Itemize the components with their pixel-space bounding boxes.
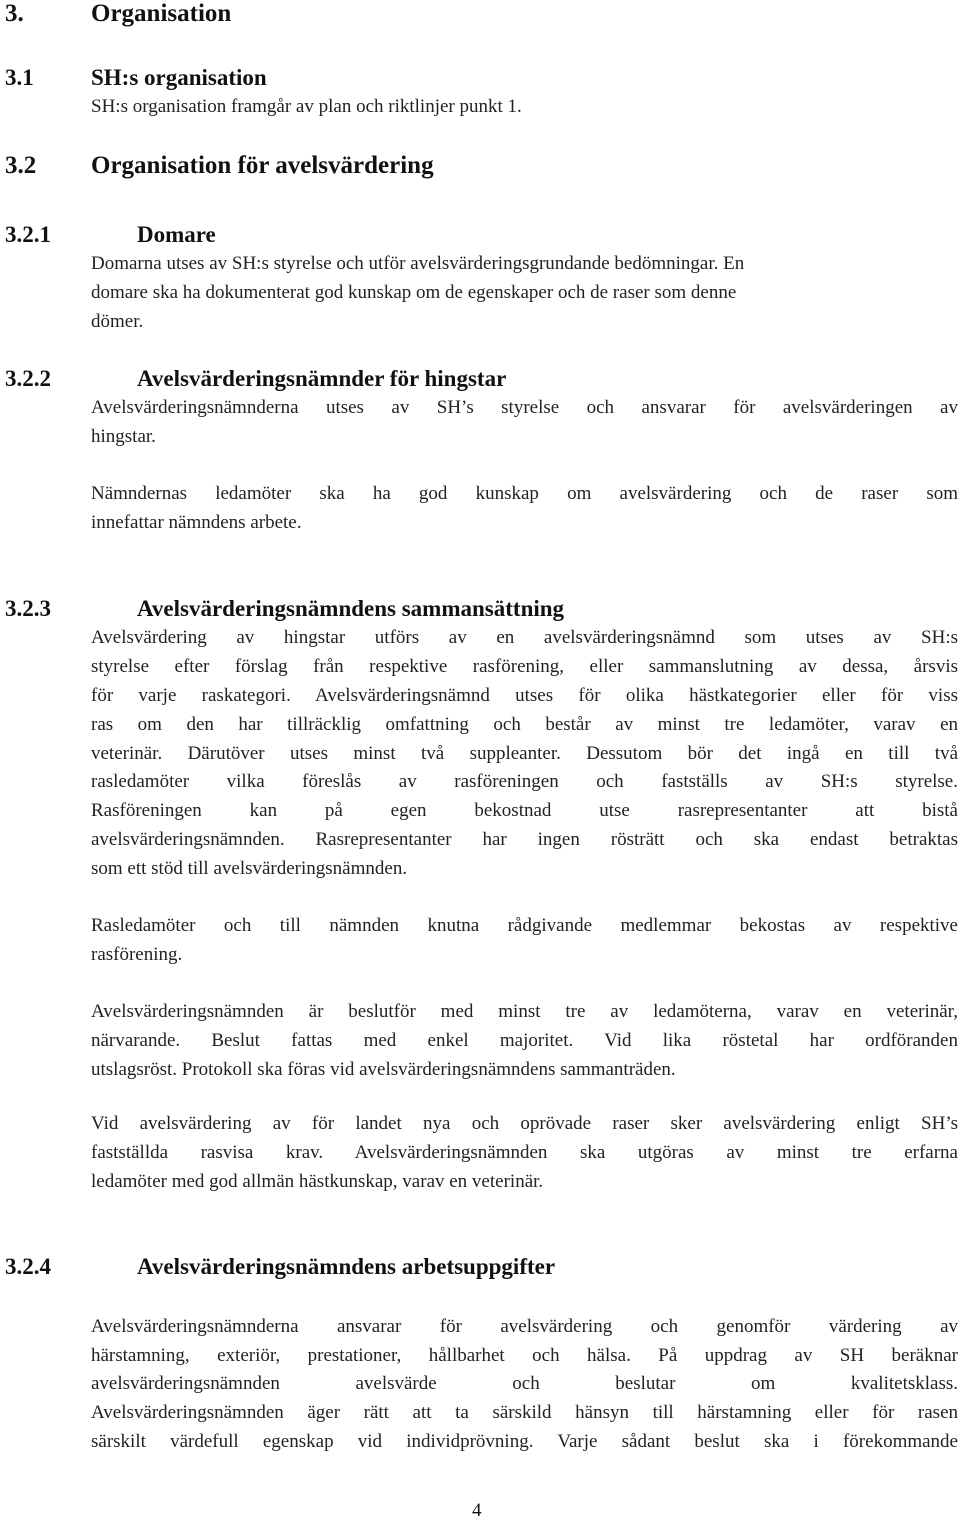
section-title: Domare [137, 222, 216, 247]
section-title: Organisation för avelsvärdering [91, 152, 434, 179]
paragraph-line: avelsvärderingsnämnden avelsvärde och beslutar om kvalitetsklass. [91, 1373, 958, 1394]
paragraph-line: Avelsvärderingsnämnden är beslutför med minst tre av ledamöterna, varav en veterinär, [91, 1001, 958, 1022]
section-number: 3. [5, 0, 24, 27]
paragraph-line: Domarna utses av SH:s styrelse och utför avelsvärderingsgrundande bedömningar. En [91, 253, 745, 274]
paragraph-line: ledamöter med god allmän hästkunskap, varav en veterinär. [91, 1171, 544, 1192]
paragraph-line: dömer. [91, 311, 144, 332]
paragraph-line: som ett stöd till avelsvärderingsnämnden. [91, 858, 408, 879]
paragraph-line: innefattar nämndens arbete. [91, 512, 302, 533]
section-number: 3.2.1 [5, 222, 51, 247]
section-number: 3.2.2 [5, 366, 51, 391]
page-number: 4 [472, 1500, 482, 1521]
paragraph-line: särskilt värdefull egenskap vid individprövning. Varje sådant beslut ska i förekommande [91, 1431, 958, 1452]
section-title: Avelsvärderingsnämndens arbetsuppgifter [137, 1254, 556, 1279]
paragraph-line: Avelsvärderingsnämnderna utses av SH’s styrelse och ansvarar för avelsvärderingen av [91, 397, 958, 418]
section-number: 3.1 [5, 65, 34, 90]
paragraph-line: avelsvärderingsnämnden. Rasrepresentanter har ingen rösträtt och ska endast betraktas [91, 829, 958, 850]
section-title: SH:s organisation [91, 65, 267, 90]
paragraph-line: domare ska ha dokumenterat god kunskap om de egenskaper och de raser som denne [91, 282, 737, 303]
paragraph-line: närvarande. Beslut fattas med enkel majoritet. Vid lika röstetal har ordföranden [91, 1030, 958, 1051]
paragraph-line: Vid avelsvärdering av för landet nya och oprövade raser sker avelsvärdering enligt SH’s [91, 1113, 958, 1134]
paragraph-line: ras om den har tillräcklig omfattning och består av minst tre ledamöter, varav en [91, 714, 958, 735]
paragraph-line: veterinär. Därutöver utses minst två suppleanter. Dessutom bör det ingå en till två [91, 743, 958, 764]
paragraph-line: utslagsröst. Protokoll ska föras vid avelsvärderingsnämndens sammanträden. [91, 1059, 676, 1080]
paragraph-line: SH:s organisation framgår av plan och riktlinjer punkt 1. [91, 96, 522, 117]
section-number: 3.2.3 [5, 596, 51, 621]
paragraph-line: rasförening. [91, 944, 183, 965]
paragraph-line: härstamning, exteriör, prestationer, hållbarhet och hälsa. På uppdrag av SH beräknar [91, 1345, 958, 1366]
section-number: 3.2 [5, 152, 37, 179]
paragraph-line: Rasledamöter och till nämnden knutna rådgivande medlemmar bekostas av respektive [91, 915, 958, 936]
paragraph-line: Nämndernas ledamöter ska ha god kunskap om avelsvärdering och de raser som [91, 483, 958, 504]
paragraph-line: för varje raskategori. Avelsvärderingsnämnd utses för olika hästkategorier eller för viss [91, 685, 958, 706]
paragraph-line: styrelse efter förslag från respektive rasförening, eller sammanslutning av dessa, årsvis [91, 656, 958, 677]
paragraph-line: Rasföreningen kan på egen bekostnad utse rasrepresentanter att bistå [91, 800, 958, 821]
paragraph-line: Avelsvärderingsnämnderna ansvarar för avelsvärdering och genomför värdering av [91, 1316, 958, 1337]
section-number: 3.2.4 [5, 1254, 51, 1279]
paragraph-line: Avelsvärderingsnämnden äger rätt att ta särskild hänsyn till härstamning eller för rasen [91, 1402, 958, 1423]
section-title: Avelsvärderingsnämndens sammansättning [137, 596, 565, 621]
paragraph-line: Avelsvärdering av hingstar utförs av en avelsvärderingsnämnd som utses av SH:s [91, 627, 958, 648]
section-title: Organisation [91, 0, 232, 27]
paragraph-line: rasledamöter vilka föreslås av rasföreningen och fastställs av SH:s styrelse. [91, 771, 958, 792]
paragraph-line: hingstar. [91, 426, 156, 447]
paragraph-line: fastställda rasvisa krav. Avelsvärderingsnämnden ska utgöras av minst tre erfarna [91, 1142, 958, 1163]
section-title: Avelsvärderingsnämnder för hingstar [137, 366, 507, 391]
